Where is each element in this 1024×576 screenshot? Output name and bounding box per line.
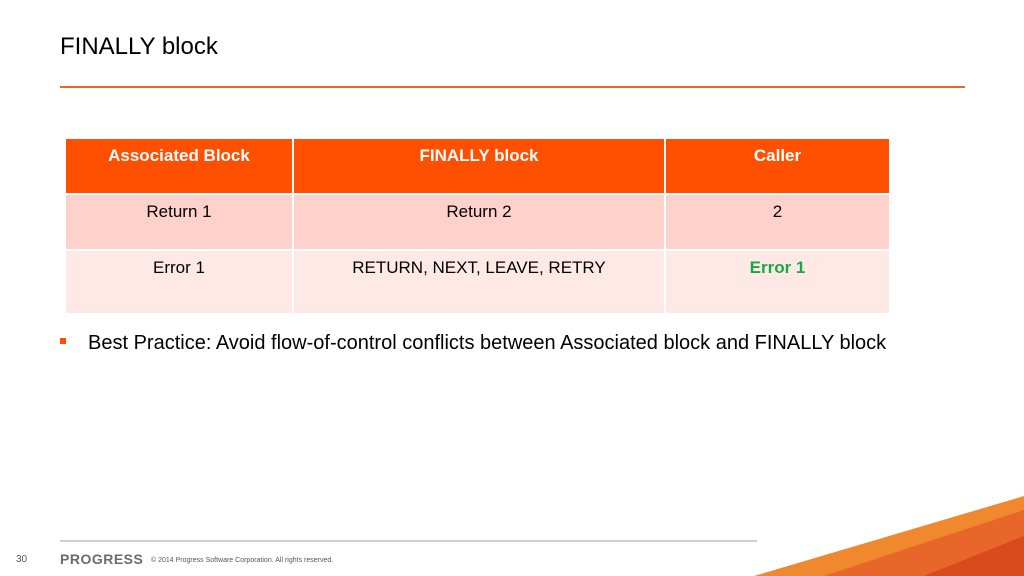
header-associated-block: Associated Block: [65, 138, 293, 194]
table-cell: Return 1: [65, 194, 293, 250]
table-cell: Error 1: [65, 250, 293, 314]
page-number: 30: [16, 554, 28, 565]
bullet-text: Best Practice: Avoid flow-of-control conflicts between Associated block and FINALLY block: [88, 332, 887, 354]
corner-decoration: [754, 496, 1024, 576]
table-cell: 2: [665, 194, 890, 250]
header-caller: Caller: [665, 138, 890, 194]
table-cell: RETURN, NEXT, LEAVE, RETRY: [293, 250, 665, 314]
title-divider: [60, 86, 965, 88]
bullet-square-icon: [60, 338, 66, 344]
bullet-item: [60, 330, 900, 356]
slide-title: FINALLY block: [60, 33, 218, 60]
table-cell: Return 2: [293, 194, 665, 250]
copyright-notice: © 2014 Progress Software Corporation. All rights reserved.: [151, 557, 334, 564]
table-cell-highlight: Error 1: [665, 250, 890, 314]
table-header-row: [65, 138, 890, 194]
table-row: [65, 194, 890, 250]
progress-logo: PROGRESS: [60, 551, 144, 567]
table-row: [65, 250, 890, 314]
header-finally-block: FINALLY block: [293, 138, 665, 194]
finally-table: [64, 137, 891, 315]
footer-divider: [60, 540, 757, 542]
